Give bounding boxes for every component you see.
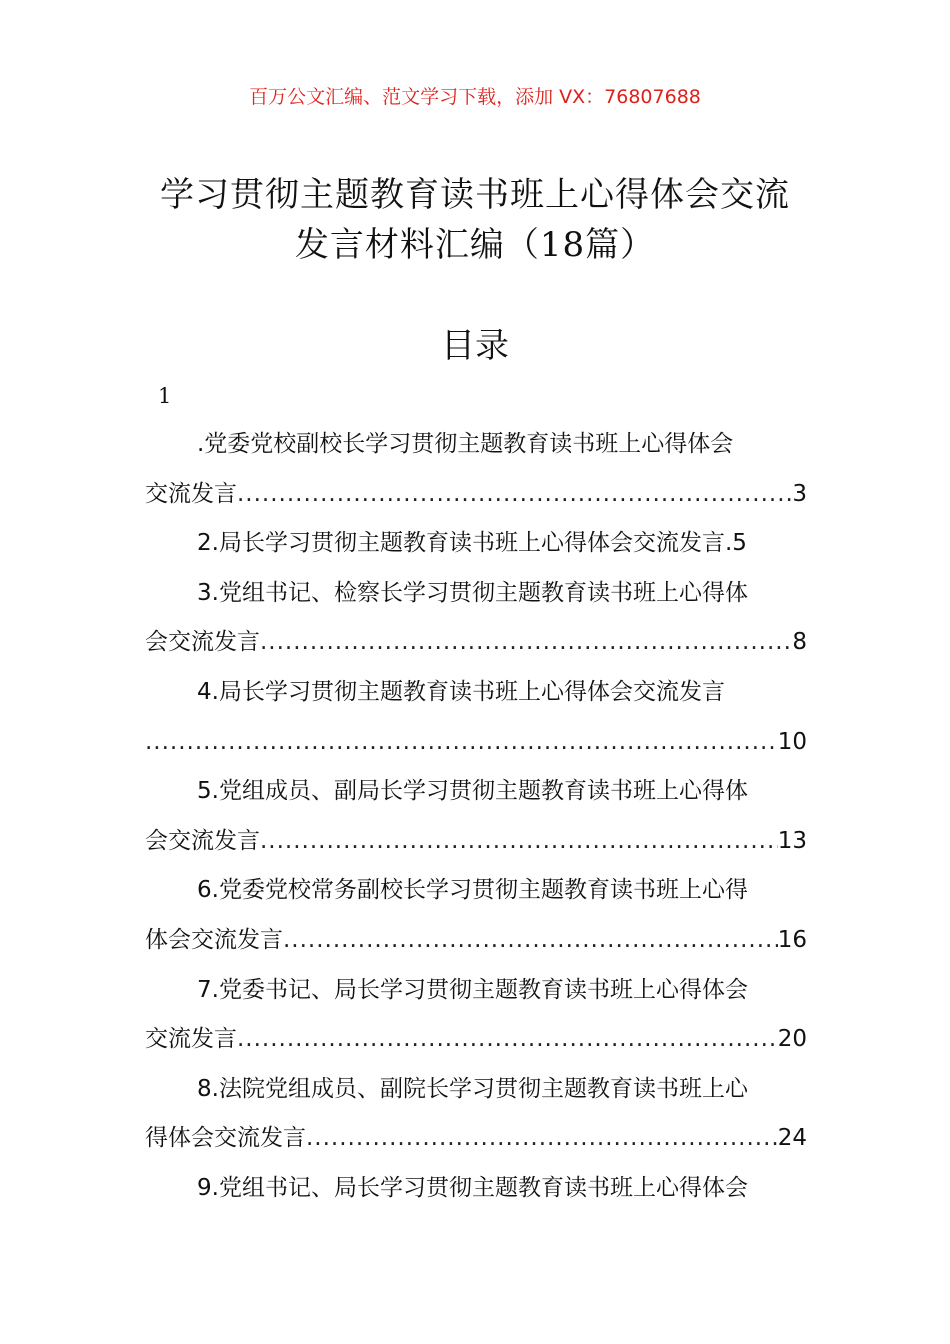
toc-entry-title: 4.局长学习贯彻主题教育读书班上心得体会交流发言	[197, 678, 725, 705]
toc-entry-3[interactable]	[145, 569, 807, 668]
dot-leader	[145, 718, 778, 768]
toc-page-number: 20	[777, 1026, 807, 1053]
dot-leader	[237, 470, 792, 520]
stray-list-number: 1	[158, 384, 172, 408]
title-line-1: 学习贯彻主题教育读书班上心得体会交流	[160, 175, 790, 215]
document-title	[120, 170, 830, 270]
toc-entry-9[interactable]	[145, 1164, 807, 1214]
toc-page-number: 10	[777, 728, 807, 755]
toc-entry-6[interactable]	[145, 866, 807, 965]
title-line-2-prefix: 发言材料汇编（	[294, 225, 540, 265]
toc-entry-title-cont: 会交流发言	[145, 827, 260, 854]
toc-page-number: 5	[732, 530, 747, 557]
dot-leader	[306, 1114, 778, 1164]
title-count: 18	[539, 225, 586, 265]
toc-entry-7[interactable]	[145, 966, 807, 1065]
header-watermark-note: 百万公文汇编、范文学习下载，添加 VX：76807688	[249, 86, 701, 108]
toc-entry-5[interactable]	[145, 767, 807, 866]
toc-entry-title: 3.党组书记、检察长学习贯彻主题教育读书班上心得体	[197, 579, 748, 606]
toc-entry-title-cont: 体会交流发言	[145, 926, 283, 953]
toc-entry-title-cont: 会交流发言	[145, 629, 260, 656]
toc-entry-title: 8.法院党组成员、副院长学习贯彻主题教育读书班上心	[197, 1075, 748, 1102]
toc-entry-2[interactable]	[145, 519, 807, 569]
toc-entry-title: 9.党组书记、局长学习贯彻主题教育读书班上心得体会	[197, 1174, 748, 1201]
dot-leader	[237, 1015, 778, 1065]
dot-leader	[260, 817, 778, 867]
toc-page-number: 3	[792, 480, 807, 507]
toc-page-number: 13	[777, 827, 807, 854]
toc-page-number: 24	[777, 1125, 807, 1152]
toc-entry-title: 7.党委书记、局长学习贯彻主题教育读书班上心得体会	[197, 976, 748, 1003]
title-line-2	[120, 220, 830, 270]
toc-heading: 目录	[441, 326, 509, 366]
table-of-contents	[145, 420, 807, 1214]
toc-page-number: 8	[792, 629, 807, 656]
toc-entry-title: 2.局长学习贯彻主题教育读书班上心得体会交流发言.	[197, 530, 733, 557]
title-line-2-suffix: 篇）	[585, 225, 656, 265]
dot-leader	[283, 916, 778, 966]
toc-entry-1[interactable]	[145, 420, 807, 519]
toc-entry-title-cont: 交流发言	[145, 480, 237, 507]
toc-entry-title: 5.党组成员、副局长学习贯彻主题教育读书班上心得体	[197, 778, 748, 805]
toc-entry-title: .党委党校副校长学习贯彻主题教育读书班上心得体会	[197, 431, 734, 457]
toc-entry-4[interactable]	[145, 668, 807, 767]
dot-leader	[260, 618, 792, 668]
toc-page-number: 16	[777, 926, 807, 953]
toc-entry-title-cont: 交流发言	[145, 1026, 237, 1053]
toc-entry-title: 6.党委党校常务副校长学习贯彻主题教育读书班上心得	[197, 877, 748, 904]
toc-entry-8[interactable]	[145, 1065, 807, 1164]
toc-entry-title-cont: 得体会交流发言	[145, 1125, 306, 1152]
